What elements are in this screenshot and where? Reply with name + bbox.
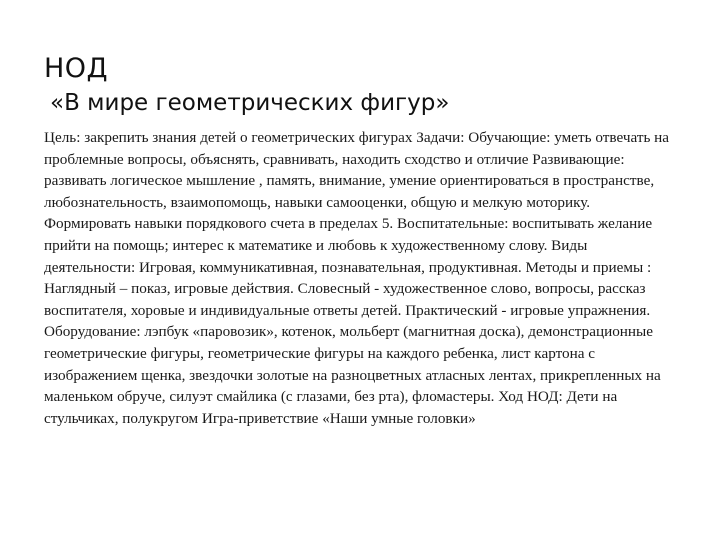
slide-title (44, 52, 684, 120)
lesson-description: Цель: закрепить знания детей о геометрических фигурах Задачи: Обучающие: уметь отвечать на проблемные вопросы, объяснять, сравнивать, находить сходство и отличие Развивающие: развивать логическое мышление , память, внимание, умение ориентироваться в пространстве, любознательность, взаимопомощь, навыки самооценки, общую и мелкую моторику. Формировать навыки порядкового счета в пределах 5. Воспитательные: воспитывать желание прийти на помощь; интерес к математике и любовь к художественному слову. Виды деятельности: Игровая, коммуникативная, познавательная, продуктивная. Методы и приемы : Наглядный – показ, игровые действия. Словесный - художественное слово, вопросы, рассказ воспитателя, хоровые и индивидуальные ответы детей. Практический - игровые упражнения. Оборудование: лэпбук «паровозик», котенок, мольберт (магнитная доска), демонстрационные геометрические фигуры, геометрические фигуры на каждого ребенка, лист картона с изображением щенка, звездочки золотые на разноцветных атласных лентах, прикрепленных на маленьком обруче, силуэт смайлика (с глазами, без рта), фломастеры. Ход НОД: Дети на стульчиках, полукругом Игра-приветствие «Наши умные головки» (44, 129, 670, 427)
title-subheading: «В мире геометрических фигур» (50, 90, 450, 116)
title-heading: НОД (44, 53, 109, 84)
